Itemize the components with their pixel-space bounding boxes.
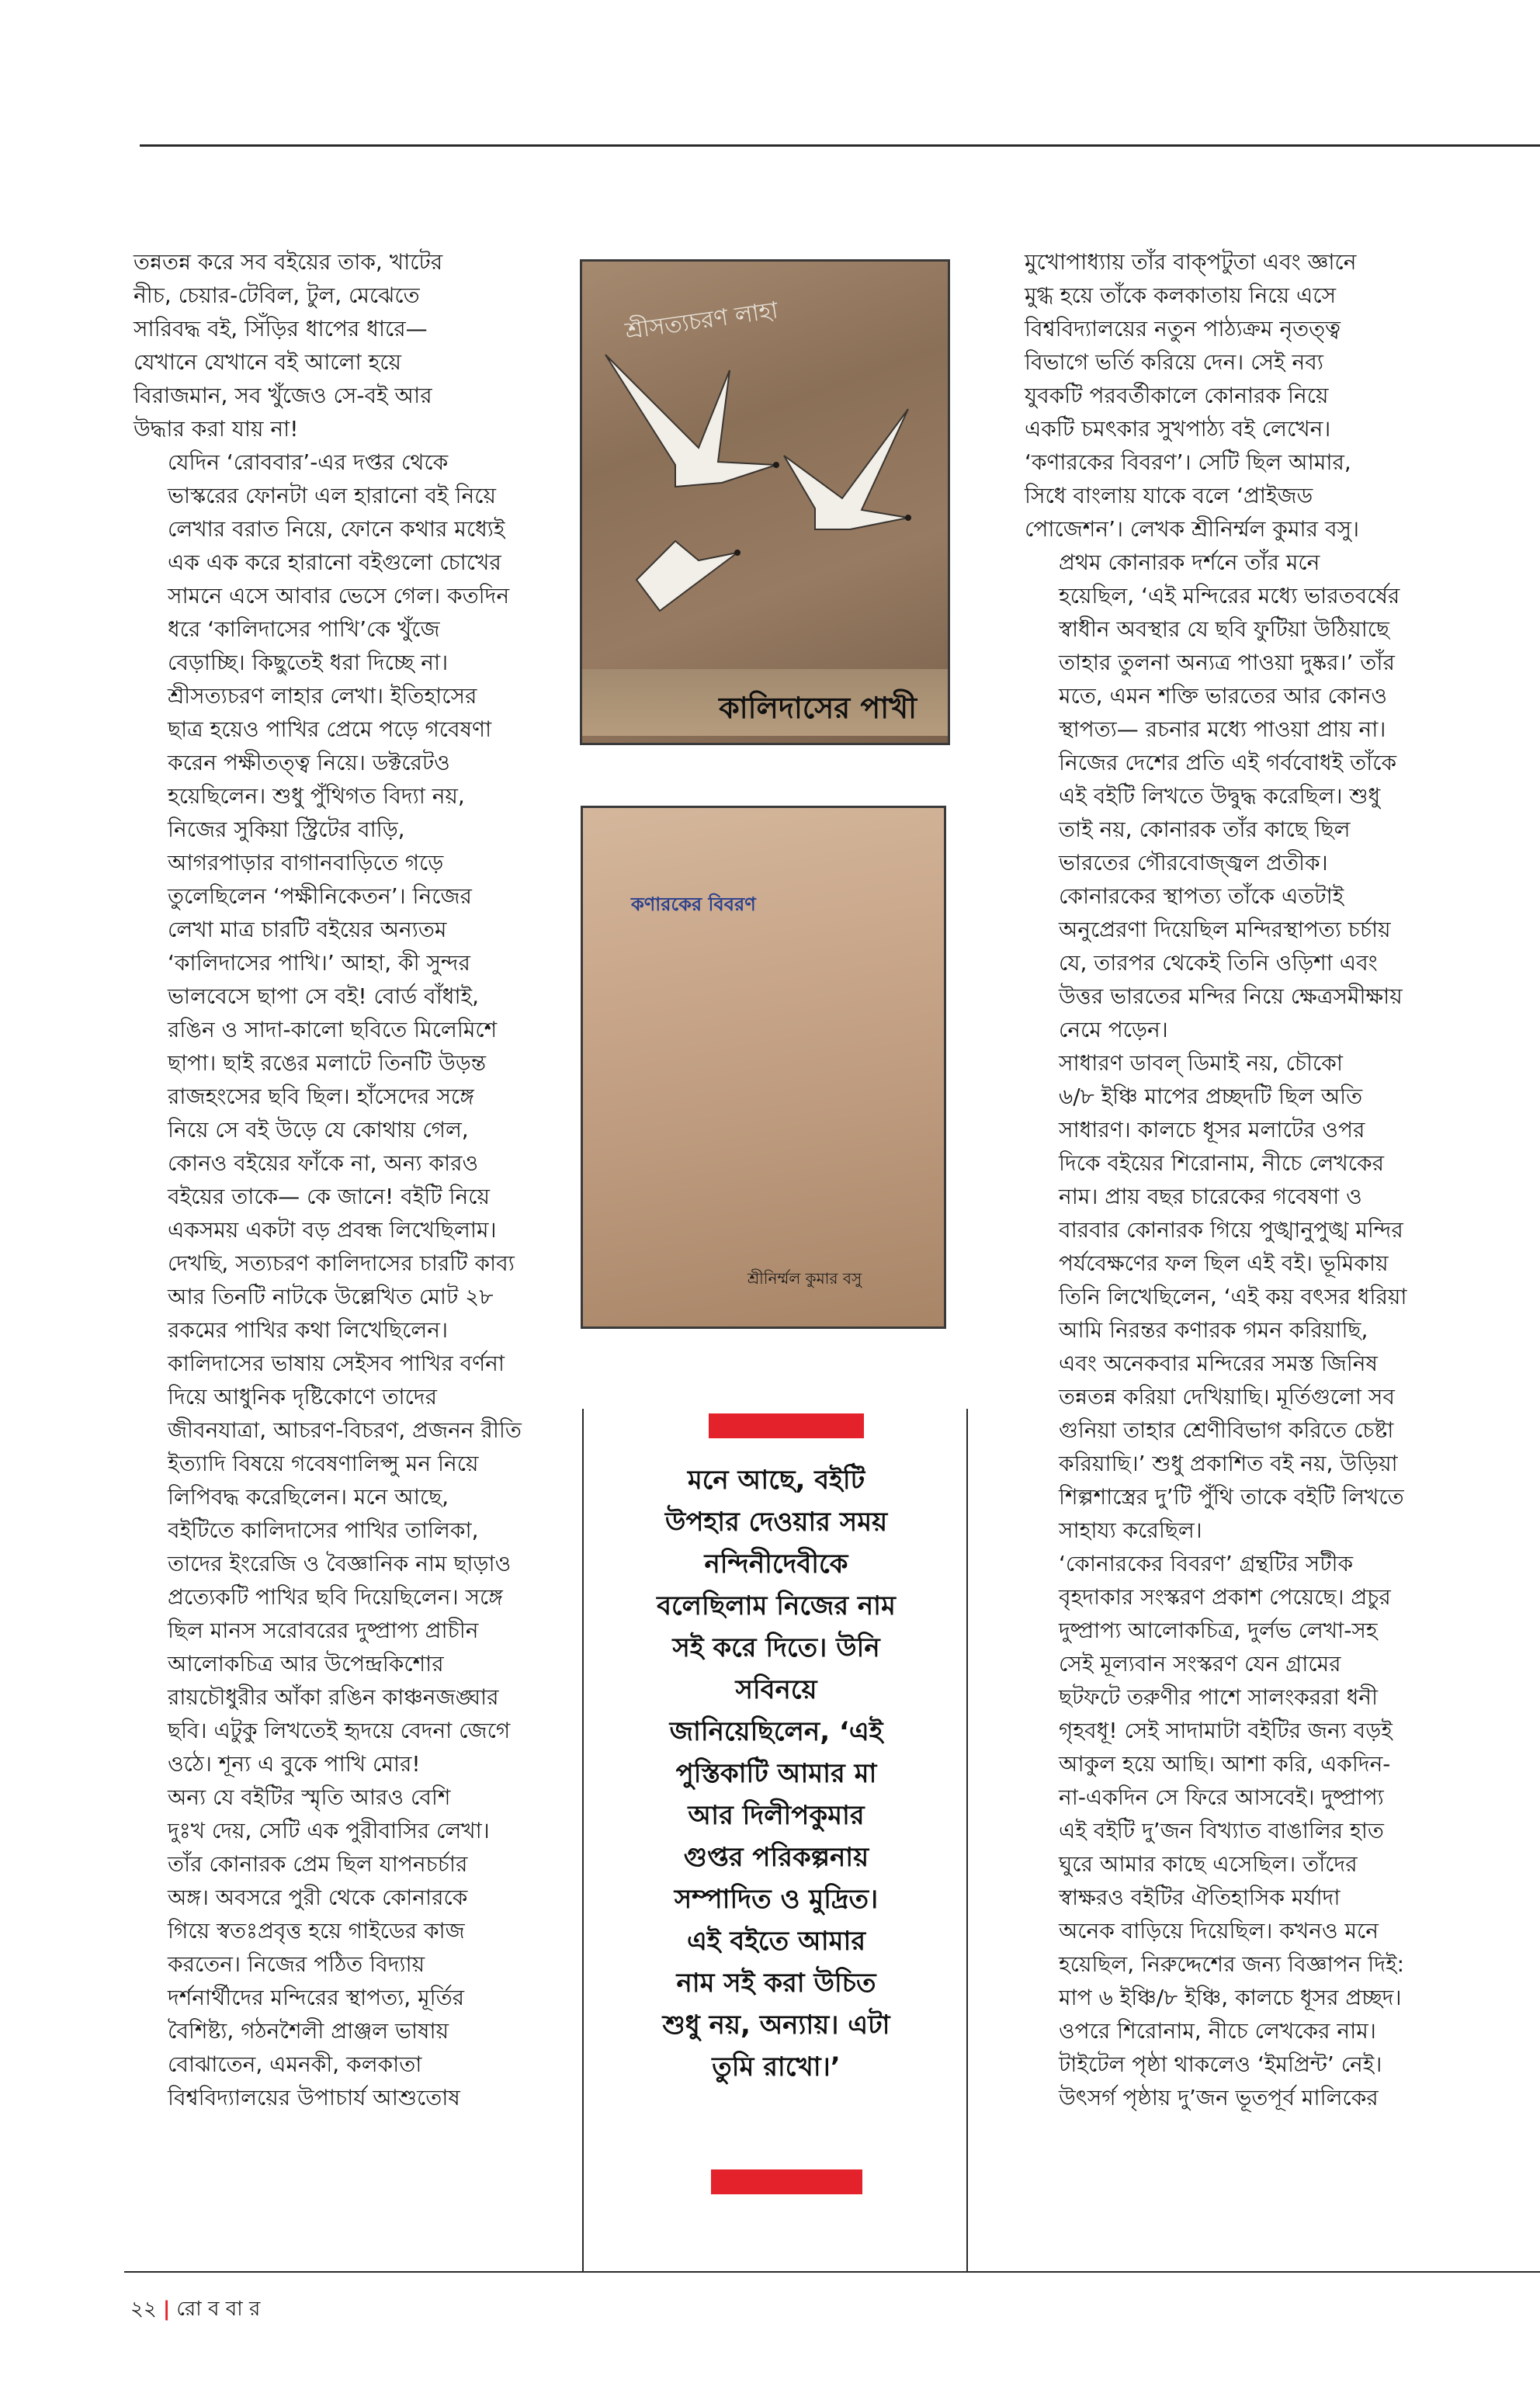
paragraph: [1025, 1547, 1521, 2114]
text-line: তাহার তুলনা অন্যত্র পাওয়া দুষ্কর।’ তাঁর: [1059, 650, 1395, 675]
text-line: লিপিবদ্ধ করেছিলেন। মনে আছে,: [168, 1484, 449, 1510]
text-line: নিজের দেশের প্রতি এই গর্ববোধই তাঁকে: [1059, 750, 1397, 775]
text-line: তাদের ইংরেজি ও বৈজ্ঞানিক নাম ছাড়াও: [168, 1551, 512, 1576]
text-line: ভারতের গৌরবোজ্জ্বল প্রতীক।: [1059, 850, 1328, 876]
cover-author: শ্রীনির্ম্মল কুমার বসু: [747, 1269, 862, 1288]
text-line: ‘কণারকের বিবরণ’। সেটি ছিল আমার,: [1025, 449, 1351, 475]
text-line: তন্নতন্ন করিয়া দেখিয়াছি। মূর্তিগুলো সব: [1059, 1384, 1395, 1410]
text-line: বিশ্ববিদ্যালয়ের উপাচার্য আশুতোষ: [168, 2085, 460, 2110]
top-rule: [140, 144, 1540, 147]
paragraph: [1025, 245, 1521, 546]
text-line: শিল্পশাস্ত্রের দু’টি পুঁথি তাকে বইটি লিখতে: [1059, 1484, 1404, 1510]
magazine-name: রো ব বা র: [176, 2298, 261, 2321]
text-line: নিয়ে সে বই উড়ে যে কোথায় গেল,: [168, 1117, 469, 1143]
text-line: এই বইটি লিখতে উদ্বুদ্ধ করেছিল। শুধু: [1059, 783, 1381, 809]
text-line: কোনারকের স্থাপত্য তাঁকে এতটাই: [1059, 883, 1344, 909]
text-line: ওপরে শিরোনাম, নীচে লেখকের নাম।: [1059, 2018, 1376, 2044]
text-line: পোজেশন’। লেখক শ্রীনির্ম্মল কুমার বসু।: [1025, 516, 1360, 542]
article-column-left: [134, 245, 522, 2114]
text-line: গুনিয়া তাহার শ্রেণীবিভাগ করিতে চেষ্টা: [1059, 1417, 1394, 1443]
text-line: নাম। প্রায় বছর চারেকের গবেষণা ও: [1059, 1184, 1362, 1209]
pull-quote-line: নাম সই করা উচিত: [676, 1968, 876, 1999]
cover-title: কালিদাসের পাখী: [719, 690, 917, 725]
paragraph: [1025, 1046, 1521, 1547]
pull-quote-line: নন্দিনীদেবীকে: [704, 1549, 848, 1580]
text-line: ছবি। এটুকু লিখতেই হৃদয়ে বেদনা জেগে: [168, 1718, 511, 1743]
text-line: বৃহদাকার সংস্করণ প্রকাশ পেয়েছে। প্রচুর: [1059, 1584, 1391, 1610]
text-line: ছিল মানস সরোবরের দুষ্প্রাপ্য প্রাচীন: [168, 1618, 479, 1643]
text-line: যেখানে যেখানে বই আলো হয়ে: [134, 349, 402, 375]
pull-quote-line: পুস্তিকাটি আমার মা: [675, 1758, 877, 1789]
text-line: রাজহংসের ছবি ছিল। হাঁসেদের সঙ্গে: [168, 1084, 474, 1109]
paragraph: [134, 446, 522, 1781]
text-line: হয়েছিল, নিরুদ্দেশের জন্য বিজ্ঞাপন দিই:: [1059, 1951, 1405, 1977]
pull-quote-line: আর দিলীপকুমার: [688, 1800, 865, 1831]
text-line: তাঁর কোনারক প্রেম ছিল যাপনচর্চার: [168, 1851, 468, 1877]
text-line: সারিবদ্ধ বই, সিঁড়ির ধাপের ধারে—: [134, 316, 428, 342]
text-line: আলোকচিত্র আর উপেন্দ্রকিশোর: [168, 1651, 444, 1677]
text-line: বইয়ের তাকে— কে জানে! বইটি নিয়ে: [168, 1184, 490, 1209]
text-line: ভালবেসে ছাপা সে বই! বোর্ড বাঁধাই,: [168, 983, 480, 1009]
text-line: গিয়ে স্বতঃপ্রবৃত্ত হয়ে গাইডের কাজ: [168, 1918, 465, 1944]
text-line: বৈশিষ্ট্য, গঠনশৈলী প্রাঞ্জল ভাষায়: [168, 2018, 449, 2044]
text-line: স্বাধীন অবস্থার যে ছবি ফুটিয়া উঠিয়াছে: [1059, 616, 1389, 642]
text-line: ওঠে। শূন্য এ বুকে পাখি মোর!: [168, 1751, 421, 1777]
text-line: উৎসর্গ পৃষ্ঠায় দু’জন ভূতপূর্ব মালিকের: [1059, 2085, 1379, 2110]
text-line: এবং অনেকবার মন্দিরের সমস্ত জিনিষ: [1059, 1351, 1378, 1376]
text-line: পর্যবেক্ষণের ফল ছিল এই বই। ভূমিকায়: [1059, 1250, 1389, 1276]
text-line: দিয়ে আধুনিক দৃষ্টিকোণে তাদের: [168, 1384, 437, 1410]
text-line: স্থাপত্য— রচনার মধ্যে পাওয়া প্রায় না।: [1059, 716, 1386, 742]
column-separator: [966, 1409, 968, 2271]
text-line: একটি চমৎকার সুখপাঠ্য বই লেখেন।: [1025, 416, 1331, 442]
pull-quote-line: সম্পাদিত ও মুদ্রিত।: [674, 1884, 879, 1915]
text-line: প্রথম কোনারক দর্শনে তাঁর মনে: [1059, 550, 1320, 575]
pull-quote-line: মনে আছে, বইটি: [687, 1465, 865, 1496]
text-line: রঙিন ও সাদা-কালো ছবিতে মিলেমিশে: [168, 1017, 498, 1042]
text-line: বইটিতে কালিদাসের পাখির তালিকা,: [168, 1517, 479, 1543]
page-number: ২২: [130, 2298, 157, 2321]
footer-divider: |: [162, 2298, 171, 2321]
text-line: যুবকটি পরবর্তীকালে কোনারক নিয়ে: [1025, 383, 1329, 408]
text-line: করতেন। নিজের পঠিত বিদ্যায়: [168, 1951, 425, 1977]
text-line: ঘুরে আমার কাছে এসেছিল। তাঁদের: [1059, 1851, 1358, 1877]
text-line: ৬/৮ ইঞ্চি মাপের প্রচ্ছদটি ছিল অতি: [1059, 1084, 1363, 1109]
text-line: সাধারণ ডাবল্ ডিমাই নয়, চৌকো: [1059, 1050, 1343, 1076]
text-line: ভাস্করের ফোনটা এল হারানো বই নিয়ে: [168, 483, 496, 508]
text-line: মুগ্ধ হয়ে তাঁকে কলকাতায় নিয়ে এসে: [1025, 283, 1337, 308]
text-line: প্রত্যেকটি পাখির ছবি দিয়েছিলেন। সঙ্গে: [168, 1584, 503, 1610]
pull-quote-line: উপহার দেওয়ার সময়: [664, 1507, 888, 1538]
text-line: বারবার কোনারক গিয়ে পুঙ্খানুপুঙ্খ মন্দির: [1059, 1217, 1403, 1243]
text-line: দুষ্প্রাপ্য আলোকচিত্র, দুর্লভ লেখা-সহ: [1059, 1618, 1378, 1643]
text-line: দুঃখ দেয়, সেটি এক পুরীবাসির লেখা।: [168, 1818, 490, 1843]
text-line: লেখা মাত্র চারটি বইয়ের অন্যতম: [168, 917, 447, 942]
text-line: তাই নয়, কোনারক তাঁর কাছে ছিল: [1059, 817, 1351, 842]
pull-quote-line: জানিয়েছিলেন, ‘এই: [669, 1716, 883, 1747]
text-line: বিভাগে ভর্তি করিয়ে দেন। সেই নব্য: [1025, 349, 1323, 375]
text-line: বিরাজমান, সব খুঁজেও সে-বই আর: [134, 383, 432, 408]
text-line: উত্তর ভারতের মন্দির নিয়ে ক্ষেত্রসমীক্ষায়: [1059, 983, 1403, 1009]
paragraph: [134, 1781, 522, 2114]
text-line: মুখোপাধ্যায় তাঁর বাক্‌পটুতা এবং জ্ঞানে: [1025, 249, 1357, 275]
article-column-right: [1025, 245, 1521, 2114]
text-line: সিধে বাংলায় যাকে বলে ‘প্রাইজড: [1025, 483, 1313, 508]
text-line: হয়েছিল, ‘এই মন্দিরের মধ্যে ভারতবর্ষের: [1059, 583, 1400, 609]
text-line: এই বইটি দু’জন বিখ্যাত বাঙালির হাত: [1059, 1818, 1384, 1843]
text-line: লেখার বরাত নিয়ে, ফোনে কথার মধ্যেই: [168, 516, 505, 542]
text-line: যেদিন ‘রোববার’-এর দপ্তর থেকে: [168, 449, 449, 475]
pull-quote-line: গুপ্তর পরিকল্পনায়: [683, 1842, 869, 1873]
text-line: অনুপ্রেরণা দিয়েছিল মন্দিরস্থাপত্য চর্চায়: [1059, 917, 1391, 942]
text-line: আগরপাড়ার বাগানবাড়িতে গড়ে: [168, 850, 444, 876]
pull-quote-line: তুমি রাখো।’: [712, 2051, 841, 2083]
text-line: তিনি লিখেছিলেন, ‘এই কয় বৎসর ধরিয়া: [1059, 1284, 1407, 1309]
pull-quote: [598, 1459, 955, 2088]
text-line: শ্রীসত্যচরণ লাহার লেখা। ইতিহাসের: [168, 683, 477, 709]
text-line: তন্নতন্ন করে সব বইয়ের তাক, খাটের: [134, 249, 443, 275]
text-line: নিজের সুকিয়া স্ট্রিটের বাড়ি,: [168, 817, 405, 842]
text-line: মতে, এমন শক্তি ভারতের আর কোনও: [1059, 683, 1388, 709]
cover-title: কণারকের বিবরণ: [631, 893, 756, 915]
pull-quote-line: এই বইতে আমার: [686, 1926, 866, 1957]
text-line: ধরে ‘কালিদাসের পাখি’কে খুঁজে: [168, 616, 440, 642]
text-line: সাধারণ। কালচে ধূসর মলাটের ওপর: [1059, 1117, 1365, 1143]
pull-quote-line: বলেছিলাম নিজের নাম: [657, 1590, 896, 1621]
text-line: যে, তারপর থেকেই তিনি ওড়িশা এবং: [1059, 950, 1378, 976]
text-line: এক এক করে হারানো বইগুলো চোখের: [168, 550, 501, 575]
text-line: সাহায্য করেছিল।: [1059, 1517, 1202, 1543]
text-line: উদ্ধার করা যায় না!: [134, 416, 299, 442]
text-line: করিয়াছি।’ শুধু প্রকাশিত বই নয়, উড়িয়া: [1059, 1451, 1398, 1476]
text-line: বিশ্ববিদ্যালয়ের নতুন পাঠ্যক্রম নৃতত্ত্ব: [1025, 316, 1341, 342]
text-line: অন্য যে বইটির স্মৃতি আরও বেশি: [168, 1784, 451, 1810]
text-line: আকুল হয়ে আছি। আশা করি, একদিন-: [1059, 1751, 1391, 1777]
text-line: দর্শনার্থীদের মন্দিরের স্থাপত্য, মূর্তির: [168, 1985, 465, 2010]
text-line: ‘কালিদাসের পাখি।’ আহা, কী সুন্দর: [168, 950, 470, 976]
page-footer: [130, 2293, 260, 2327]
text-line: ইত্যাদি বিষয়ে গবেষণালিপ্সু মন নিয়ে: [168, 1451, 479, 1476]
text-line: ছাপা। ছাই রঙের মলাটে তিনটি উড়ন্ত: [168, 1050, 487, 1076]
text-line: স্বাক্ষরও বইটির ঐতিহাসিক মর্যাদা: [1059, 1885, 1341, 1910]
book-cover-konaraker-biboron: [581, 806, 946, 1329]
pull-quote-line: সই করে দিতে। উনি: [672, 1632, 880, 1663]
text-line: আমি নিরন্তর কণারক গমন করিয়াছি,: [1059, 1317, 1368, 1343]
text-line: ছটফটে তরুণীর পাশে সালংকররা ধনী: [1059, 1684, 1379, 1710]
text-line: ‘কোনারকের বিবরণ’ গ্রন্থটির সটীক: [1059, 1551, 1354, 1576]
pull-quote-line: শুধু নয়, অন্যায়। এটা: [662, 2010, 890, 2041]
text-line: মাপ ৬ ইঞ্চি/৮ ইঞ্চি, কালচে ধূসর প্রচ্ছদ।: [1059, 1985, 1402, 2010]
text-line: অঙ্গ। অবসরে পুরী থেকে কোনারকে: [168, 1885, 468, 1910]
text-line: সামনে এসে আবার ভেসে গেল। কতদিন: [168, 583, 510, 609]
text-line: বেড়াচ্ছি। কিছুতেই ধরা দিচ্ছে না।: [168, 650, 449, 675]
text-line: জীবনযাত্রা, আচরণ-বিচরণ, প্রজনন রীতি: [168, 1417, 522, 1443]
pull-quote-line: সবিনয়ে: [735, 1674, 817, 1705]
text-line: গৃহবধূ! সেই সাদামাটা বইটির জন্য বড়ই: [1059, 1718, 1393, 1743]
text-line: সেই মূল্যবান সংস্করণ যেন গ্রামের: [1059, 1651, 1341, 1677]
text-line: দিকে বইয়ের শিরোনাম, নীচে লেখকের: [1059, 1150, 1385, 1176]
text-line: না-একদিন সে ফিরে আসবেই। দুষ্প্রাপ্য: [1059, 1784, 1384, 1810]
text-line: আর তিনটি নাটকে উল্লেখিত মোট ২৮: [168, 1284, 494, 1309]
text-line: রকমের পাখির কথা লিখেছিলেন।: [168, 1317, 448, 1343]
text-line: করেন পক্ষীতত্ত্ব নিয়ে। ডক্টরেটও: [168, 750, 450, 775]
text-line: হয়েছিলেন। শুধু পুঁথিগত বিদ্যা নয়,: [168, 783, 465, 809]
paragraph: [1025, 546, 1521, 1046]
text-line: নীচ, চেয়ার-টেবিল, টুল, মেঝেতে: [134, 283, 420, 308]
text-line: কোনও বইয়ের ফাঁকে না, অন্য কারও: [168, 1150, 479, 1176]
column-separator: [582, 1409, 584, 2271]
text-line: তুলেছিলেন ‘পক্ষীনিকেতন’। নিজের: [168, 883, 472, 909]
bottom-rule: [124, 2271, 1540, 2273]
text-line: অনেক বাড়িয়ে দিয়েছিল। কখনও মনে: [1059, 1918, 1379, 1944]
cover-author: শ্রীসত্যচরণ লাহা: [623, 297, 780, 345]
pull-quote-bottom-bar: [711, 2169, 862, 2194]
paragraph: [134, 245, 522, 446]
text-line: বোঝাতেন, এমনকী, কলকাতা: [168, 2051, 422, 2077]
text-line: রায়চৌধুরীর আঁকা রঙিন কাঞ্চনজঙ্ঘার: [168, 1684, 499, 1710]
text-line: কালিদাসের ভাষায় সেইসব পাখির বর্ণনা: [168, 1351, 505, 1376]
text-line: নেমে পড়েন।: [1059, 1017, 1168, 1042]
text-line: ছাত্র হয়েও পাখির প্রেমে পড়ে গবেষণা: [168, 716, 492, 742]
text-line: দেখছি, সত্যচরণ কালিদাসের চারটি কাব্য: [168, 1250, 515, 1276]
text-line: একসময় একটা বড় প্রবন্ধ লিখেছিলাম।: [168, 1217, 497, 1243]
text-line: টাইটেল পৃষ্ঠা থাকলেও ‘ইমপ্রিন্ট’ নেই।: [1059, 2051, 1382, 2077]
book-cover-kalidaser-pakhi: [580, 259, 950, 745]
pull-quote-top-bar: [709, 1413, 864, 1438]
